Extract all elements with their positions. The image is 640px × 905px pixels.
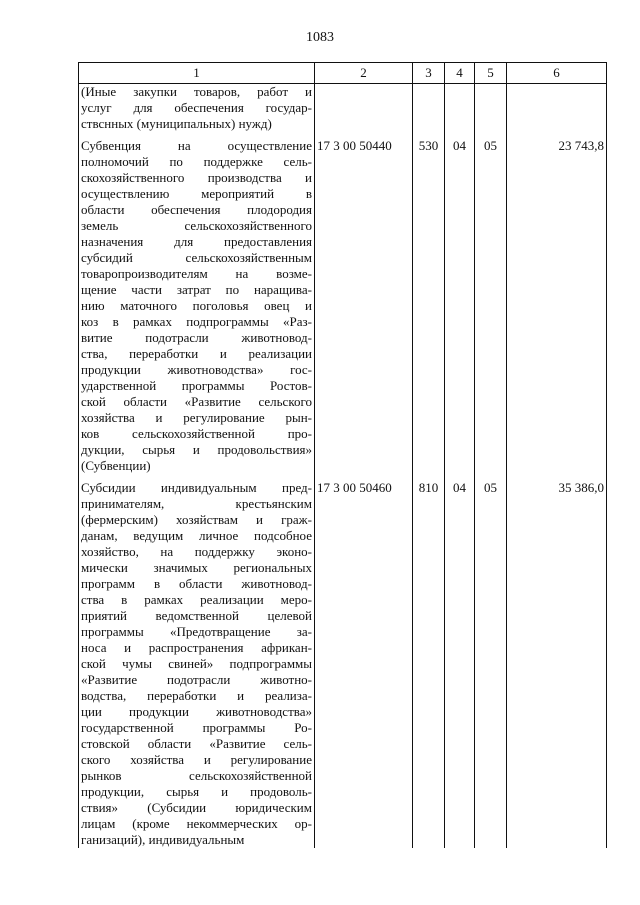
description-line: субсидий сельскохозяйственным [81,250,312,265]
description-line: хозяйство, на поддержку эконо- [81,544,312,559]
row-code: 17 3 00 50440 [315,138,413,474]
description-line: витие подотрасли животновод- [81,330,312,345]
description-line: стовской области «Развитие сель- [81,736,312,751]
description-line: Субвенция на осуществление [81,138,312,153]
description-line: ской чумы свиней» подпрограммы [81,656,312,671]
row-description [79,84,315,133]
row-expense-type [413,84,445,133]
description-line: полномочий по поддержке сель- [81,154,312,169]
description-line: ков сельскохозяйственной про- [81,426,312,441]
description-line: щение части затрат по наращива- [81,282,312,297]
row-code [315,84,413,133]
row-expense-type: 810 [413,480,445,848]
description-line: продукции, сырья и продоволь- [81,784,312,799]
description-line: области обеспечения плодородия [81,202,312,217]
row-subsection [475,84,507,133]
description-line: приятий ведомственной целевой [81,608,312,623]
row-amount: 23 743,8 [507,138,607,474]
description-line: ствия» (Субсидии юридическим [81,800,312,815]
row-amount: 35 386,0 [507,480,607,848]
description-line: ства, переработки и реализации [81,346,312,361]
description-line: лицам (кроме некоммерческих ор- [81,816,312,831]
description-line: ции продукции животноводства» [81,704,312,719]
header-col-6: 6 [507,63,607,84]
description-line: принимателям, крестьянским [81,496,312,511]
table-body [79,84,607,849]
row-description [79,480,315,848]
row-code: 17 3 00 50460 [315,480,413,848]
row-amount [507,84,607,133]
table-header-row [79,63,607,84]
description-line: дукции, сырья и продовольствия» [81,442,312,457]
description-line: коз в рамках подпрограммы «Раз- [81,314,312,329]
description-line: государственной программы Ро- [81,720,312,735]
header-col-4: 4 [445,63,475,84]
row-section: 04 [445,138,475,474]
description-line: «Развитие подотрасли животно- [81,672,312,687]
row-description [79,138,315,474]
row-subsection: 05 [475,138,507,474]
description-line: носа и распространения африкан- [81,640,312,655]
description-line: данам, ведущим личное подсобное [81,528,312,543]
description-line: скохозяйственного производства и [81,170,312,185]
description-line: (Субвенции) [81,458,151,473]
description-line: (фермерским) хозяйствам и граж- [81,512,312,527]
description-line: программ в области животновод- [81,576,312,591]
description-line: хозяйства и регулирование рын- [81,410,312,425]
description-line: программы «Предотвращение за- [81,624,312,639]
header-col-1: 1 [79,63,315,84]
header-col-3: 3 [413,63,445,84]
description-line: ства в рамках реализации меро- [81,592,312,607]
description-line: ского хозяйства и регулирование [81,752,312,767]
description-line: ствснных (муниципальных) нужд) [81,116,272,131]
description-line: Субсидии индивидуальным пред- [81,480,312,495]
description-line: ударственной программы Ростов- [81,378,312,393]
description-line: продукции животноводства» гос- [81,362,312,377]
description-line: ской области «Развитие сельского [81,394,312,409]
row-section: 04 [445,480,475,848]
row-expense-type: 530 [413,138,445,474]
table-row [79,84,607,133]
table-row [79,480,607,848]
header-col-5: 5 [475,63,507,84]
description-line: услуг для обеспечения государ- [81,100,312,115]
description-line: ганизаций), индивидуальным [81,832,245,847]
description-line: мически значимых региональных [81,560,312,575]
description-line: земель сельскохозяйственного [81,218,312,233]
description-line: рынков сельскохозяйственной [81,768,312,783]
table-row [79,138,607,474]
description-line: (Иные закупки товаров, работ и [81,84,312,99]
row-section [445,84,475,133]
header-col-2: 2 [315,63,413,84]
description-line: назначения для предоставления [81,234,312,249]
page-number: 1083 [306,30,334,45]
description-line: нию маточного поголовья овец и [81,298,312,313]
row-subsection: 05 [475,480,507,848]
description-line: водства, переработки и реализа- [81,688,312,703]
description-line: осуществлению мероприятий в [81,186,312,201]
budget-table [78,62,607,848]
description-line: товаропроизводителям на возме- [81,266,312,281]
